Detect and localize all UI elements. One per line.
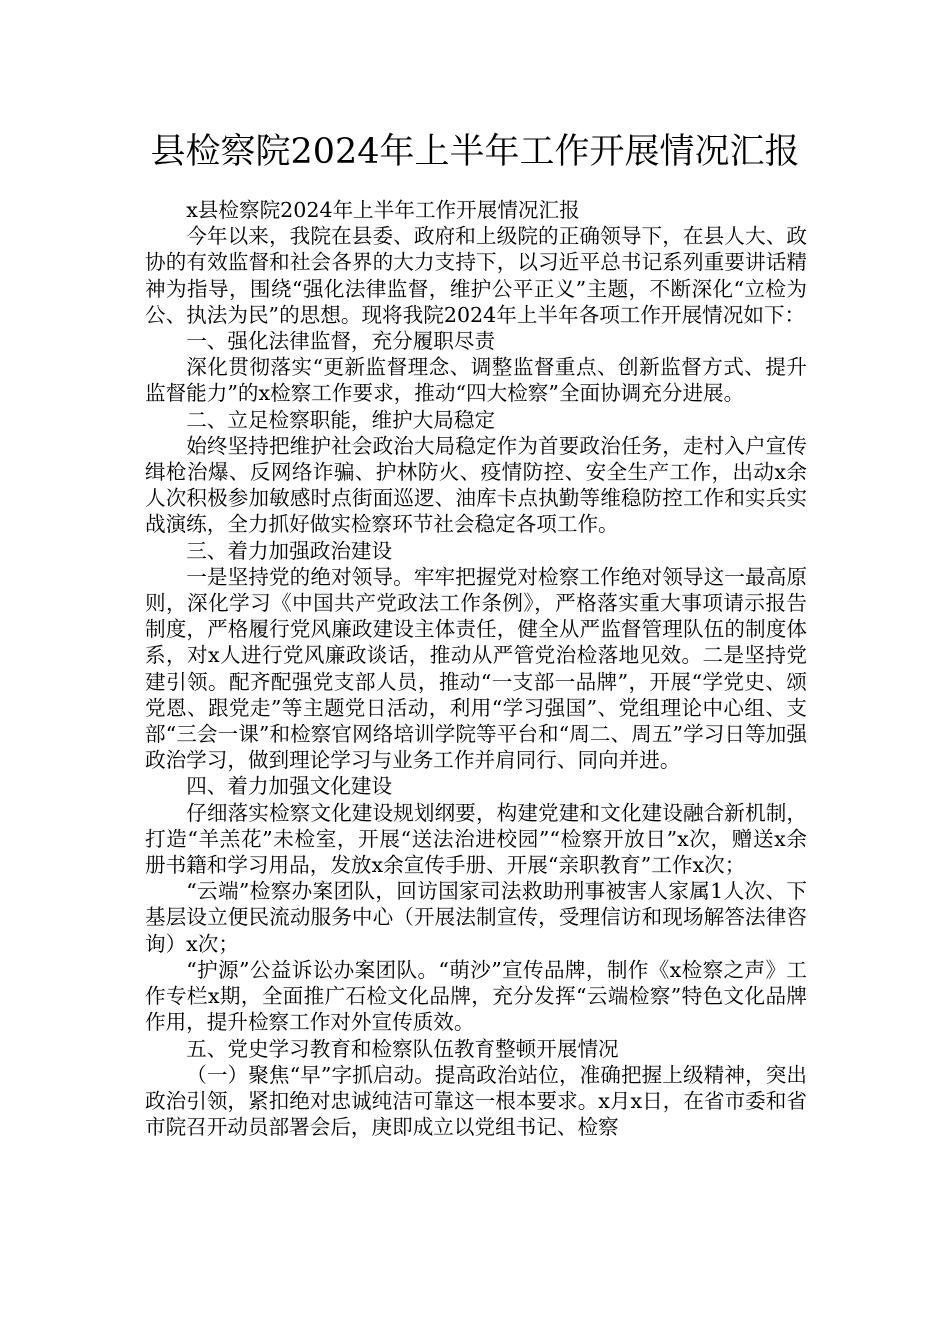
body-paragraph: “护源”公益诉讼办案团队。“萌沙”宣传品牌，制作《x检察之声》工作专栏x期，全面推广石检文化品牌，充分发挥“云端检察”特色文化品牌作用，提升检察工作对外宣传质效。 [145,957,807,1035]
section-heading-5: 五、党史学习教育和检察队伍教育整顿开展情况 [186,1036,619,1061]
intro-paragraph: 今年以来，我院在县委、政府和上级院的正确领导下，在县人大、政协的有效监督和社会各界的大力支持下，以习近平总书记系列重要讲话精神为指导，围绕“强化法律监督，维护公平正义”主题，不断深化“立检为公、执法为民”的思想。现将我院2024年上半年各项工作开展情况如下： [145,224,807,327]
body-paragraph: 深化贯彻落实“更新监督理念、调整监督重点、创新监督方式、提升监督能力”的x检察工作要求，推动“四大检察”全面协调充分进展。 [145,355,807,406]
body-paragraph: “云端”检察办案团队，回访国家司法救助刑事被害人家属1人次、下基层设立便民流动服务中心（开展法制宣传，受理信访和现场解答法律咨询）x次； [145,879,807,956]
subtitle-paragraph: x县检察院2024年上半年工作开展情况汇报 [186,198,580,222]
body-paragraph: （一）聚焦“早”字抓启动。提高政治站位，准确把握上级精神，突出政治引领，紧扣绝对忠诚纯洁可靠这一根本要求。x月x日，在省市委和省市院召开动员部署会后，庚即成立以党组书记、检察 [145,1062,807,1140]
section-heading-3: 三、着力加强政治建设 [186,538,393,563]
document-body [145,197,807,1140]
document-title: 县检察院2024年上半年工作开展情况汇报 [150,132,800,172]
body-paragraph: 一是坚持党的绝对领导。牢牢把握党对检察工作绝对领导这一最高原则，深化学习《中国共产党政法工作条例》，严格落实重大事项请示报告制度，严格履行党风廉政建设主体责任，健全从严监督管理队伍的制度体系，对x人进行党风廉政谈话，推动从严管党治检落地见效。二是坚持党建引领。配齐配强党支部人员，推动“一支部一品牌”，开展“学党史、颂党恩、跟党走”等主题党日活动，利用“学习强国”、党组理论中心组、支部“三会一课”和检察官网络培训学院等平台和“周二、周五”学习日等加强政治学习，做到理论学习与业务工作并肩同行、同向并进。 [145,564,807,773]
section-heading-1: 一、强化法律监督，充分履职尽责 [186,329,496,354]
body-paragraph: 始终坚持把维护社会政治大局稳定作为首要政治任务，走村入户宣传缉枪治爆、反网络诈骗、护林防火、疫情防控、安全生产工作，出动x余人次积极参加敏感时点街面巡逻、油库卡点执勤等维稳防控工作和实兵实战演练，全力抓好做实检察环节社会稳定各项工作。 [145,433,807,537]
body-paragraph: 仔细落实检察文化建设规划纲要，构建党建和文化建设融合新机制，打造“羊羔花”未检室，开展“送法治进校园”“检察开放日”x次，赠送x余册书籍和学习用品，发放x余宣传手册、开展“亲职教育”工作x次； [145,800,807,878]
section-heading-4: 四、着力加强文化建设 [186,774,393,799]
section-heading-2: 二、立足检察职能，维护大局稳定 [186,407,496,432]
